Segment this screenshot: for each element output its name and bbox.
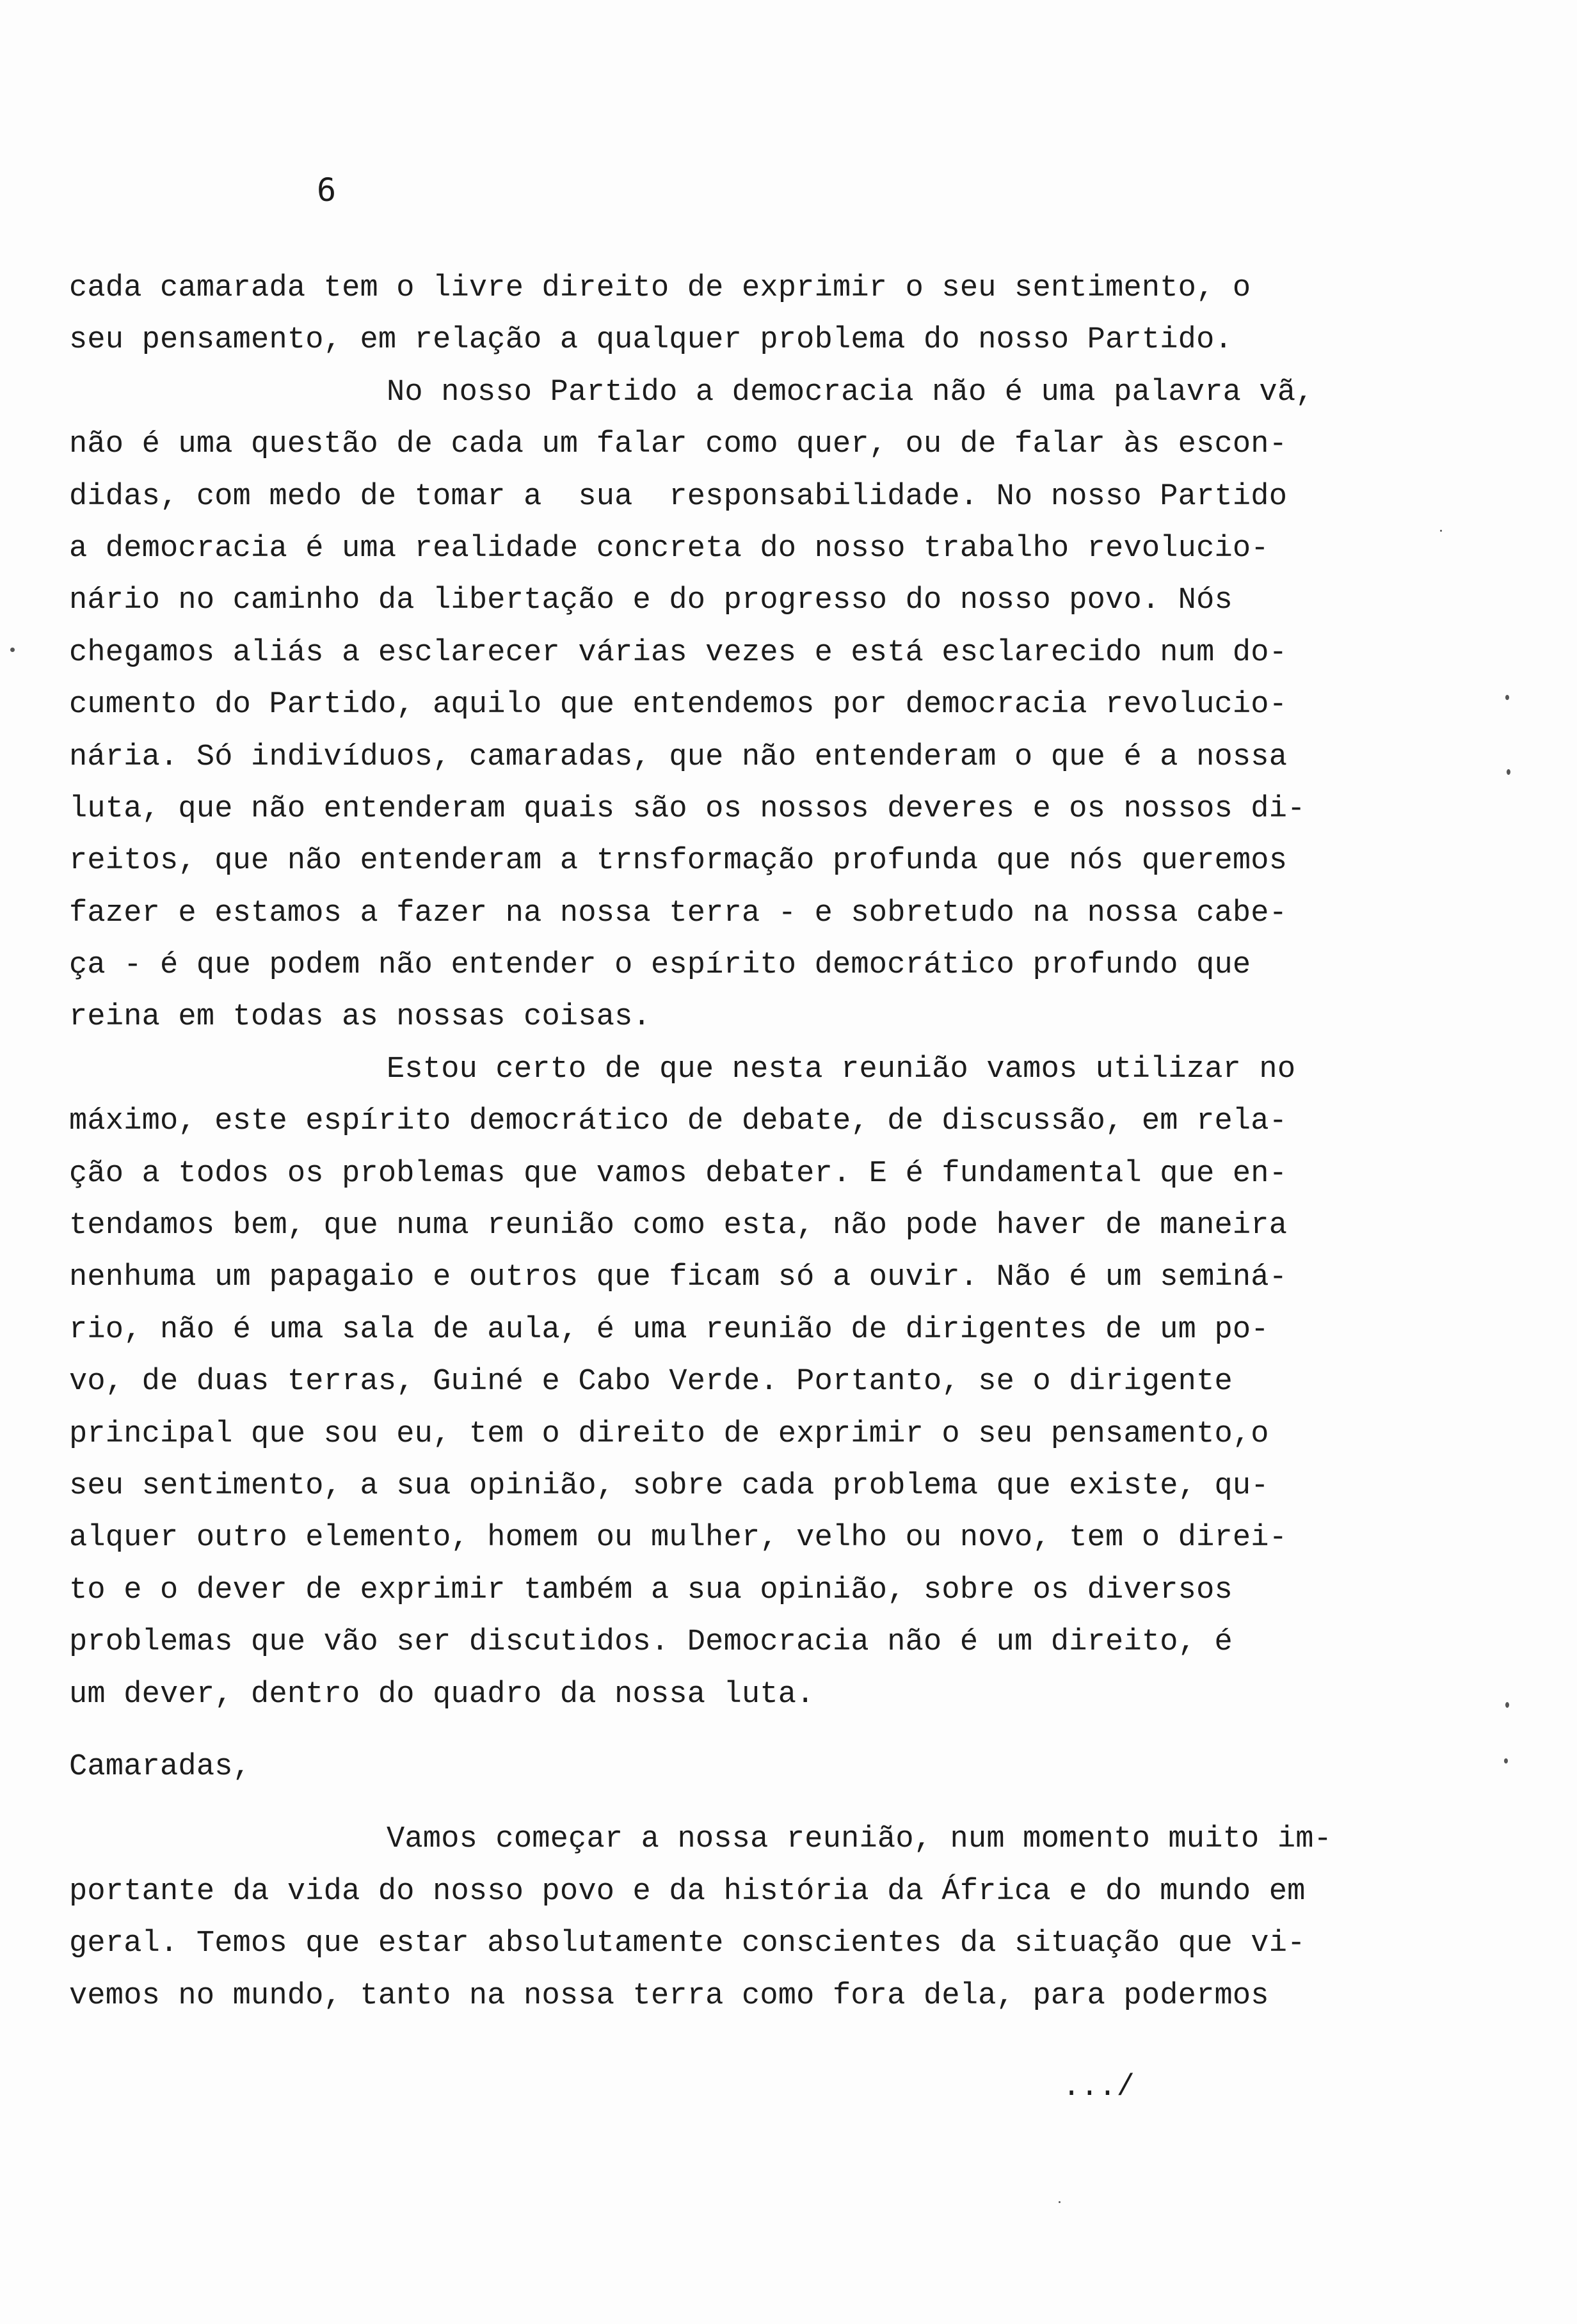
text-line: seu sentimento, a sua opinião, sobre cada problema que existe, qu- xyxy=(69,1468,1269,1503)
continuation-mark: .../ xyxy=(1062,2071,1135,2105)
text-line: alquer outro elemento, homem ou mulher, velho ou novo, tem o direi- xyxy=(69,1521,1288,1556)
text-line: principal que sou eu, tem o direito de exprimir o seu pensamento,o xyxy=(69,1417,1269,1451)
scan-speck xyxy=(1504,1758,1508,1763)
text-line: vemos no mundo, tanto na nossa terra como fora dela, para podermos xyxy=(69,1978,1269,2013)
text-line: tendamos bem, que numa reunião como esta, não pode haver de maneira xyxy=(69,1209,1288,1243)
text-line: vo, de duas terras, Guiné e Cabo Verde. Portanto, se o dirigente xyxy=(69,1365,1233,1399)
body-text xyxy=(69,262,1413,2022)
text-line: Estou certo de que nesta reunião vamos utilizar no xyxy=(387,1052,1296,1086)
text-line: nário no caminho da libertação e do progresso do nosso povo. Nós xyxy=(69,584,1233,618)
text-line: máximo, este espírito democrático de debate, de discussão, em rela- xyxy=(69,1104,1288,1139)
text-line: ça - é que podem não entender o espírito democrático profundo que xyxy=(69,948,1251,983)
text-line: fazer e estamos a fazer na nossa terra - e sobretudo na nossa cabe- xyxy=(69,896,1288,930)
text-line: cada camarada tem o livre direito de exprimir o seu sentimento, o xyxy=(69,271,1251,305)
text-line: nária. Só indivíduos, camaradas, que não entenderam o que é a nossa xyxy=(69,740,1288,774)
text-line: não é uma questão de cada um falar como quer, ou de falar às escon- xyxy=(69,427,1288,462)
text-line: ção a todos os problemas que vamos debater. E é fundamental que en- xyxy=(69,1156,1288,1191)
paragraph-gap xyxy=(69,1793,1413,1813)
paragraph-4 xyxy=(69,1813,1413,2022)
text-line: geral. Temos que estar absolutamente conscientes da situação que vi- xyxy=(69,1927,1306,1961)
scan-speck xyxy=(10,648,15,652)
text-line: um dever, dentro do quadro da nossa luta. xyxy=(69,1677,815,1712)
salutation: Camaradas, xyxy=(69,1749,252,1784)
text-line: nenhuma um papagaio e outros que ficam só a ouvir. Não é um seminá- xyxy=(69,1261,1288,1295)
text-line: portante da vida do nosso povo e da história da África e do mundo em xyxy=(69,1874,1306,1909)
scan-speck xyxy=(1507,769,1510,775)
text-line: reitos, que não entenderam a trnsformação profunda que nós queremos xyxy=(69,844,1288,879)
text-line: No nosso Partido a democracia não é uma palavra vã, xyxy=(387,375,1314,410)
paragraph-3 xyxy=(69,1044,1413,1721)
text-line: a democracia é uma realidade concreta do nosso trabalho revolucio- xyxy=(69,531,1269,566)
text-line: seu pensamento, em relação a qualquer problema do nosso Partido. xyxy=(69,323,1233,358)
text-line: luta, que não entenderam quais são os nossos deveres e os nossos di- xyxy=(69,792,1306,826)
text-line: to e o dever de exprimir também a sua opinião, sobre os diversos xyxy=(69,1573,1233,1607)
text-line: rio, não é uma sala de aula, é uma reunião de dirigentes de um po- xyxy=(69,1312,1269,1347)
paragraph-2 xyxy=(69,367,1413,1044)
text-line: problemas que vão ser discutidos. Democracia não é um direito, é xyxy=(69,1625,1233,1660)
scan-speck xyxy=(1440,530,1442,532)
paragraph-1 xyxy=(69,262,1413,367)
text-line: chegamos aliás a esclarecer várias vezes e está esclarecido num do- xyxy=(69,635,1288,670)
scan-speck xyxy=(1505,695,1509,700)
text-line: reina em todas as nossas coisas. xyxy=(69,1000,651,1035)
scan-speck xyxy=(1505,1702,1509,1708)
scan-speck xyxy=(1059,2201,1061,2203)
paragraph-gap xyxy=(69,1721,1413,1741)
text-line: didas, com medo de tomar a sua responsabilidade. No nosso Partido xyxy=(69,479,1288,514)
text-line: Vamos começar a nossa reunião, num momento muito im- xyxy=(387,1822,1333,1857)
text-line: cumento do Partido, aquilo que entendemos por democracia revolucio- xyxy=(69,688,1288,722)
page-number: 6 xyxy=(317,171,337,209)
